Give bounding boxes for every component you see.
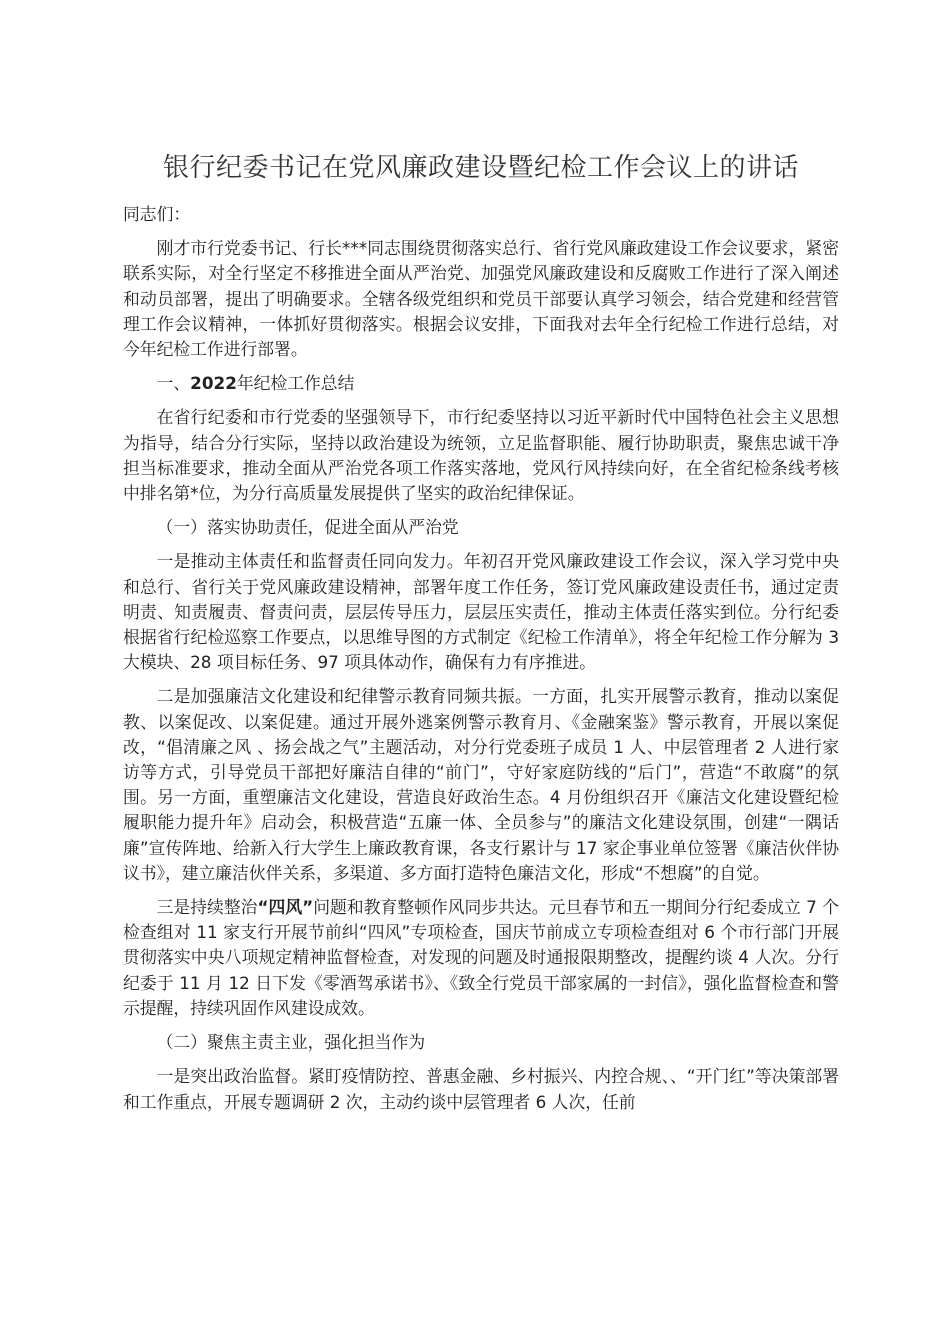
section-1-intro-paragraph: 在省行纪委和市行党委的坚强领导下，市行纪委坚持以习近平新时代中国特色社会主义思想为指导，结合分行实际，坚持以政治建设为统领，立足监督职能、履行协助职责，聚焦忠诚干净担当标准要求，推动全面从严治党各项工作落实落地，党风行风持续向好，在全省纪检条线考核中排名第*位，为分行高质量发展提供了坚实的政治纪律保证。: [123, 407, 839, 504]
subsection-1-paragraph-2: 二是加强廉洁文化建设和纪律警示教育同频共振。一方面，扎实开展警示教育，推动以案促教、以案促改、以案促建。通过开展外逃案例警示教育月、《金融案鉴》警示教育，开展以案促改，“倡清廉之风 、扬会战之气”主题活动，对分行党委班子成员 1 人、中层管理者 2 人进行家访等方式，引导党员干部把好廉洁自律的“前门”，守好家庭防线的“后门”，营造“不敢腐”的氛围。另一方面，重塑廉洁文化建设，营造良好政治生态。4 月份组织召开《廉洁文化建设暨纪检履职能力提升年》启动会，积极营造“五廉一体、全员参与”的廉洁文化建设氛围，创建“一隅话廉”宣传阵地、给新入行大学生上廉政教育课，各支行累计与 17 家企事业单位签署《廉洁伙伴协议书》，建立廉洁伙伴关系，多渠道、多方面打造特色廉洁文化，形成“不想腐”的自觉。: [123, 686, 839, 883]
document-page: [123, 150, 839, 1115]
intro-paragraph: 刚才市行党委书记、行长***同志围绕贯彻落实总行、省行党风廉政建设工作会议要求，紧密联系实际，对全行坚定不移推进全面从严治党、加强党风廉政建设和反腐败工作进行了深入阐述和动员部署，提出了明确要求。全辖各级党组织和党员干部要认真学习领会，结合党建和经营管理工作会议精神，一体抓好贯彻落实。根据会议安排，下面我对去年全行纪检工作进行总结，对今年纪检工作进行部署。: [123, 238, 839, 360]
subsection-heading-1: （一）落实协助责任，促进全面从严治党: [156, 517, 459, 538]
subsection-1-paragraph-1: 一是推动主体责任和监督责任同向发力。年初召开党风廉政建设工作会议，深入学习党中央和总行、省行关于党风廉政建设精神，部署年度工作任务，签订党风廉政建设责任书，通过定责明责、知责履责、督责问责，层层传导压力，层层压实责任，推动主体责任落实到位。分行纪委根据省行纪检巡察工作要点，以思维导图的方式制定《纪检工作清单》，将全年纪检工作分解为 3 大模块、28 项目标任务、97 项具体动作，确保有力有序推进。: [123, 551, 839, 673]
paragraph-3-text-before: 三是持续整治: [156, 897, 258, 918]
subsection-2-paragraph-1: 一是突出政治监督。紧盯疫情防控、普惠金融、乡村振兴、内控合规、、“开门红”等决策部署和工作重点，开展专题调研 2 次，主动约谈中层管理者 6 人次，任前: [123, 1066, 839, 1112]
paragraph-3-bold-term: “四风”: [257, 897, 314, 918]
section-heading-1: [123, 371, 839, 396]
section-heading-suffix: 年纪检工作总结: [236, 373, 355, 394]
salutation: 同志们：: [123, 204, 191, 224]
section-heading-prefix: 一、: [156, 373, 191, 394]
subsection-1-paragraph-3: [123, 895, 839, 1021]
section-heading-year: 2022: [190, 373, 237, 394]
paragraph-3-text-after: 问题和教育整顿作风同步共达。元旦春节和五一期间分行纪委成立 7 个检查组对 11 家支行开展节前纠“四风”专项检查，国庆节前成立专项检查组对 6 个市行部门开展贯彻落实中央八项规定精神监督检查，对发现的问题及时通报限期整改，提醒约谈 4 人次。分行纪委于 11 月 12 日下发《零酒驾承诺书》、《致全行党员干部家属的一封信》，强化监督检查和警示提醒，持续巩固作风建设成效。: [123, 897, 839, 1018]
document-title: 银行纪委书记在党风廉政建设暨纪检工作会议上的讲话: [162, 153, 799, 183]
subsection-heading-2: （二）聚焦主责主业，强化担当作为: [156, 1032, 426, 1053]
